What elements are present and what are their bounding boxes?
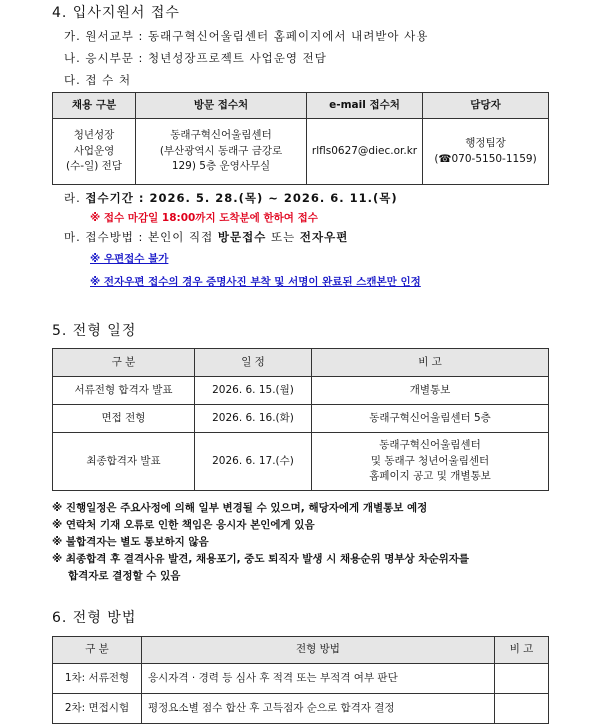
method-table (52, 636, 549, 724)
cell-visit: 동래구혁신어울림센터 (부산광역시 동래구 금강로 129) 5층 운영사무실 (136, 119, 307, 185)
item-da: 다. 접 수 처 (64, 73, 132, 87)
header-email: e-mail 접수처 (307, 93, 423, 119)
schedule-table (52, 348, 549, 491)
item-ma: 마. 접수방법 : 본인이 직접 방문접수 또는 전자우편 (64, 230, 349, 244)
header-category: 채용 구분 (53, 93, 136, 119)
cell-contact: 행정팀장 (☎070-5150-1159) (423, 119, 549, 185)
header-stage: 구 분 (53, 637, 142, 664)
header-contact: 담당자 (423, 93, 549, 119)
cell-category: 청년성장 사업운영 (수-일) 전담 (53, 119, 136, 185)
item-ga: 가. 원서교부 : 동래구혁신어울림센터 홈페이지에서 내려받아 사용 (64, 29, 429, 43)
reception-table (52, 92, 549, 185)
table-row: 1차: 서류전형 응시자격 · 경력 등 심사 후 적격 또는 부적격 여부 판단 (53, 664, 549, 694)
item-ra: 라. 접수기간 : 2026. 5. 28.(목) ~ 2026. 6. 11.(목) (64, 191, 398, 205)
schedule-notes: ※ 진행일정은 주요사정에 의해 일부 변경될 수 있으며, 해당자에게 개별통보 예정 ※ 연락처 기재 오류로 인한 책임은 응시자 본인에게 있음 ※ 불합격자는 별도 통보하지 않음 ※ 최종합격 후 결격사유 발견, 채용포기, 중도 퇴직자 발생 시 채용순위 명부상 차순위자를 합격자로 결정할 수 있음 (52, 502, 470, 582)
table-row: 2차: 면접시험 평정요소별 점수 합산 후 고득점자 순으로 합격자 결정 (53, 694, 549, 724)
header-method: 전형 방법 (142, 637, 495, 664)
table-row: 서류전형 합격자 발표 2026. 6. 15.(월) 개별통보 (53, 377, 549, 405)
header-date: 일 정 (195, 349, 312, 377)
note-no-mail: ※ 우편접수 불가 (90, 253, 169, 265)
table-row: 면접 전형 2026. 6. 16.(화) 동래구혁신어울림센터 5층 (53, 405, 549, 433)
note-email-scan: ※ 전자우편 접수의 경우 증명사진 부착 및 서명이 완료된 스캔본만 인정 (90, 276, 421, 288)
header-type: 구 분 (53, 349, 195, 377)
table-row: 최종합격자 발표 2026. 6. 17.(수) 동래구혁신어울림센터 및 동래구 청년어울림센터 홈페이지 공고 및 개별통보 (53, 433, 549, 491)
cell-email: rlfls0627@diec.or.kr (307, 119, 423, 185)
section-6-title: 6. 전형 방법 (52, 610, 137, 626)
header-note: 비 고 (312, 349, 549, 377)
section-4-title: 4. 입사지원서 접수 (52, 5, 180, 21)
section-5-title: 5. 전형 일정 (52, 323, 137, 339)
deadline-note: ※ 접수 마감일 18:00까지 도착분에 한하여 접수 (90, 212, 318, 224)
header-visit: 방문 접수처 (136, 93, 307, 119)
item-na: 나. 응시부문 : 청년성장프로젝트 사업운영 전담 (64, 51, 327, 65)
header-remark: 비 고 (495, 637, 549, 664)
